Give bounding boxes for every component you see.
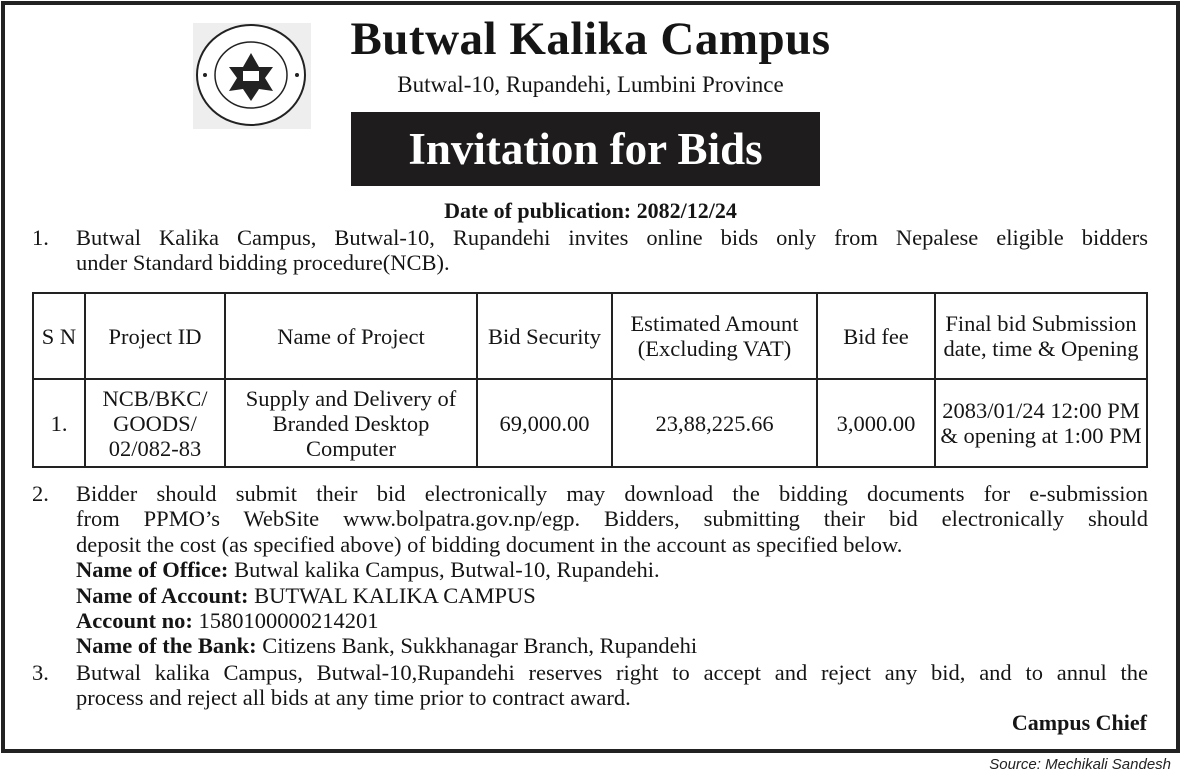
cell-bid-fee: 3,000.00 <box>817 379 935 467</box>
table-row <box>33 379 1147 467</box>
cell-project-name: Supply and Delivery of Branded Desktop Computer <box>225 379 477 467</box>
para-line: process and reject all bids at any time prior to contract award. <box>76 685 631 711</box>
cell-sn: 1. <box>33 379 85 467</box>
para-line: from PPMO’s WebSite www.bolpatra.gov.np/egp. Bidders, submitting their bid electronically should <box>76 506 1148 532</box>
para-line: deposit the cost (as specified above) of bidding document in the account as specified below. <box>76 531 903 557</box>
bank-name: Name of the Bank: Citizens Bank, Sukkhanagar Branch, Rupandehi <box>76 633 698 659</box>
signature-campus-chief: Campus Chief <box>1011 710 1147 735</box>
col-final-submission: Final bid Submission date, time & Opening <box>935 293 1147 379</box>
item-number: 1. <box>32 225 49 250</box>
para-line: Butwal Kalika Campus, Butwal-10, Rupandehi invites online bids only from Nepalese eligible bidders <box>76 225 1148 250</box>
cell-project-id: NCB/BKC/ GOODS/ 02/082-83 <box>85 379 225 467</box>
publication-date: Date of publication: 2082/12/24 <box>444 198 737 223</box>
col-estimated-amount: Estimated Amount (Excluding VAT) <box>612 293 817 379</box>
account-number: Account no: 1580100000214201 <box>76 608 379 634</box>
cell-final-submission: 2083/01/24 12:00 PM & opening at 1:00 PM <box>935 379 1147 467</box>
page-title: Butwal Kalika Campus <box>350 13 831 65</box>
col-bid-security: Bid Security <box>477 293 612 379</box>
source-credit: Source: Mechikali Sandesh <box>989 756 1171 773</box>
col-bid-fee: Bid fee <box>817 293 935 379</box>
address: Butwal-10, Rupandehi, Lumbini Province <box>397 72 784 97</box>
invitation-banner: Invitation for Bids <box>351 112 820 186</box>
paragraph-1 <box>32 225 1148 276</box>
cell-bid-security: 69,000.00 <box>477 379 612 467</box>
account-name: Name of Account: BUTWAL KALIKA CAMPUS <box>76 582 536 608</box>
paragraph-2 <box>32 481 1148 659</box>
para-line: Butwal kalika Campus, Butwal-10,Rupandehi reserves right to accept and reject any bid, and to annul the <box>76 660 1148 685</box>
cell-estimated-amount: 23,88,225.66 <box>612 379 817 467</box>
col-project-id: Project ID <box>85 293 225 379</box>
para-line: Bidder should submit their bid electronically may download the bidding documents for e-submission <box>76 481 1148 506</box>
office-name: Name of Office: Butwal kalika Campus, Butwal-10, Rupandehi. <box>76 557 660 583</box>
para-line: under Standard bidding procedure(NCB). <box>76 250 450 276</box>
paragraph-3 <box>32 660 1148 711</box>
bid-table <box>32 292 1148 468</box>
table-header-row <box>33 293 1147 379</box>
col-sn: S N <box>33 293 85 379</box>
col-project-name: Name of Project <box>225 293 477 379</box>
item-number: 3. <box>32 660 49 685</box>
item-number: 2. <box>32 481 49 506</box>
